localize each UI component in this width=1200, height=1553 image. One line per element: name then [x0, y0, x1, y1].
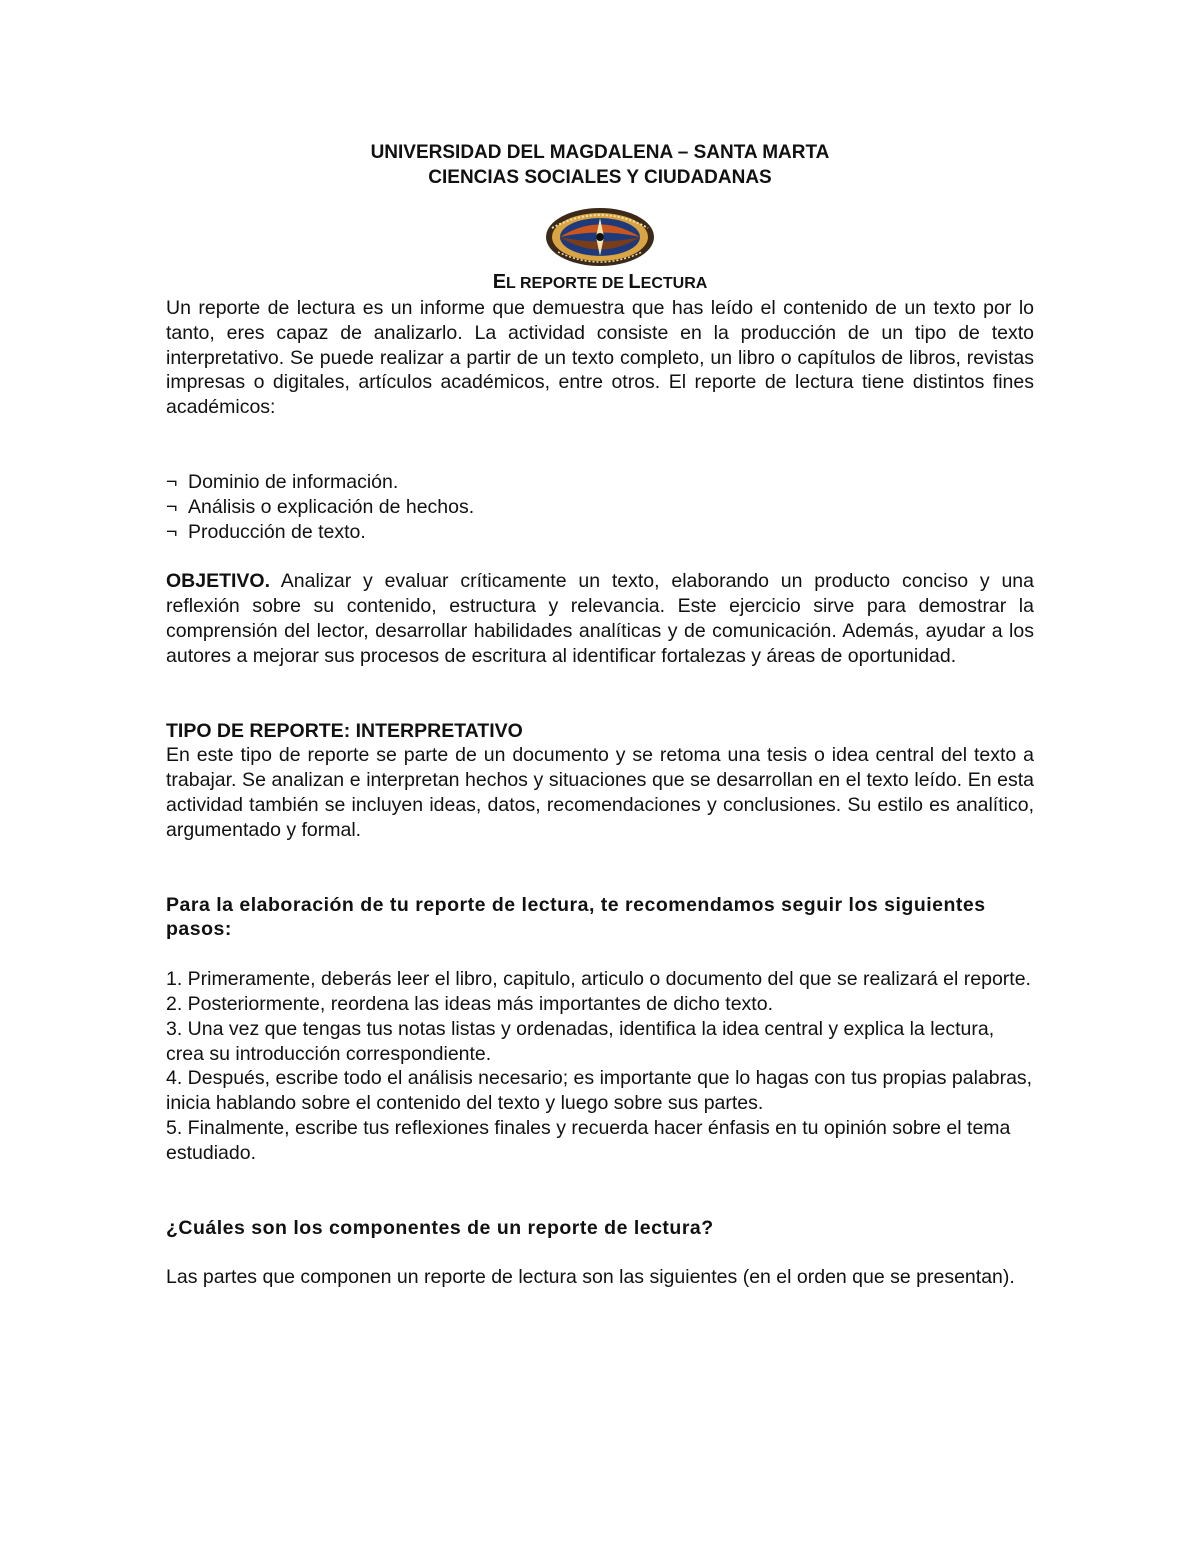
title-cap-2: L: [628, 271, 641, 293]
components-paragraph: Las partes que componen un reporte de lectura son las siguientes (en el orden que se presentan).: [166, 1266, 1015, 1289]
university-name: UNIVERSIDAD DEL MAGDALENA – SANTA MARTA: [370, 142, 830, 163]
title-part-2: ECTURA: [640, 275, 708, 292]
document-header: [166, 140, 1034, 190]
spacer: [166, 1240, 1034, 1265]
faculty-name: CIENCIAS SOCIALES Y CIUDADANAS: [428, 167, 772, 188]
objective-text: Analizar y evaluar críticamente un texto, elaborando un producto conciso y una reflexión sobre su contenido, estructura y relevancia. Este ejercicio sirve para demostrar la comprensión del lector, desarrollar habilidades analíticas y de comunicación. Además, ayudar a los autores a mejorar sus procesos de escritura al identificar fortalezas y áreas de oportunidad.: [166, 570, 1034, 667]
spacer: [166, 544, 1034, 569]
report-type-paragraph: En este tipo de reporte se parte de un documento y se retoma una tesis o idea central del texto a trabajar. Se analizan e interpretan hechos y situaciones que se desarrollan en el texto leído. En esta actividad también se incluyen ideas, datos, recomendaciones y conclusiones. Su estilo es analítico, argumentado y formal.: [166, 744, 1034, 841]
objective-paragraph: [166, 569, 1034, 668]
list-item: 1. Primeramente, deberás leer el libro, capitulo, articulo o documento del que se realizará el reporte.: [166, 968, 1031, 991]
bullet-text: Análisis o explicación de hechos.: [188, 495, 475, 518]
bullet-list: [166, 470, 1034, 544]
list-item: 5. Finalmente, escribe tus reflexiones finales y recuerda hacer énfasis en tu opinión sobre el tema estudiado.: [166, 1116, 1011, 1164]
document-title: [166, 270, 1034, 296]
list-item: 3. Una vez que tengas tus notas listas y ordenadas, identifica la idea central y explica la lectura, crea su introducción correspondiente.: [166, 1017, 995, 1065]
bullet-icon: ¬: [166, 470, 178, 493]
list-item: 2. Posteriormente, reordena las ideas más importantes de dicho texto.: [166, 992, 773, 1015]
list-item: [166, 470, 1034, 495]
spacer: [166, 843, 1034, 893]
steps-list: [166, 967, 1034, 1165]
bullet-text: Dominio de información.: [188, 470, 399, 493]
spacer: [166, 669, 1034, 719]
spacer: [166, 942, 1034, 967]
objective-label: OBJETIVO.: [166, 570, 271, 593]
list-item: [166, 520, 1034, 545]
spacer: [166, 1166, 1034, 1216]
university-seal-icon: [544, 206, 656, 268]
title-part-1: L REPORTE DE: [506, 275, 629, 292]
report-type-heading: TIPO DE REPORTE: INTERPRETATIVO: [166, 719, 523, 742]
bullet-icon: ¬: [166, 495, 178, 518]
bullet-icon: ¬: [166, 520, 178, 543]
logo-container: [166, 206, 1034, 268]
components-heading: ¿Cuáles son los componentes de un reporte de lectura?: [166, 1216, 714, 1239]
title-cap-1: E: [492, 271, 507, 293]
document-page: [166, 140, 1034, 1290]
list-item: 4. Después, escribe todo el análisis necesario; es importante que lo hagas con tus propias palabras, inicia hablando sobre el contenido del texto y luego sobre sus partes.: [166, 1067, 1033, 1115]
list-item: [166, 495, 1034, 520]
intro-paragraph: Un reporte de lectura es un informe que demuestra que has leído el contenido de un texto por lo tanto, eres capaz de analizarlo. La actividad consiste en la producción de un tipo de texto interpretativo. Se puede realizar a partir de un texto completo, un libro o capítulos de libros, revistas impresas o digitales, artículos académicos, entre otros. El reporte de lectura tiene distintos fines académicos:: [166, 297, 1034, 419]
bullet-text: Producción de texto.: [188, 520, 366, 543]
steps-heading: Para la elaboración de tu reporte de lectura, te recomendamos seguir los siguientes pasos:: [166, 893, 986, 941]
spacer: [166, 420, 1034, 470]
